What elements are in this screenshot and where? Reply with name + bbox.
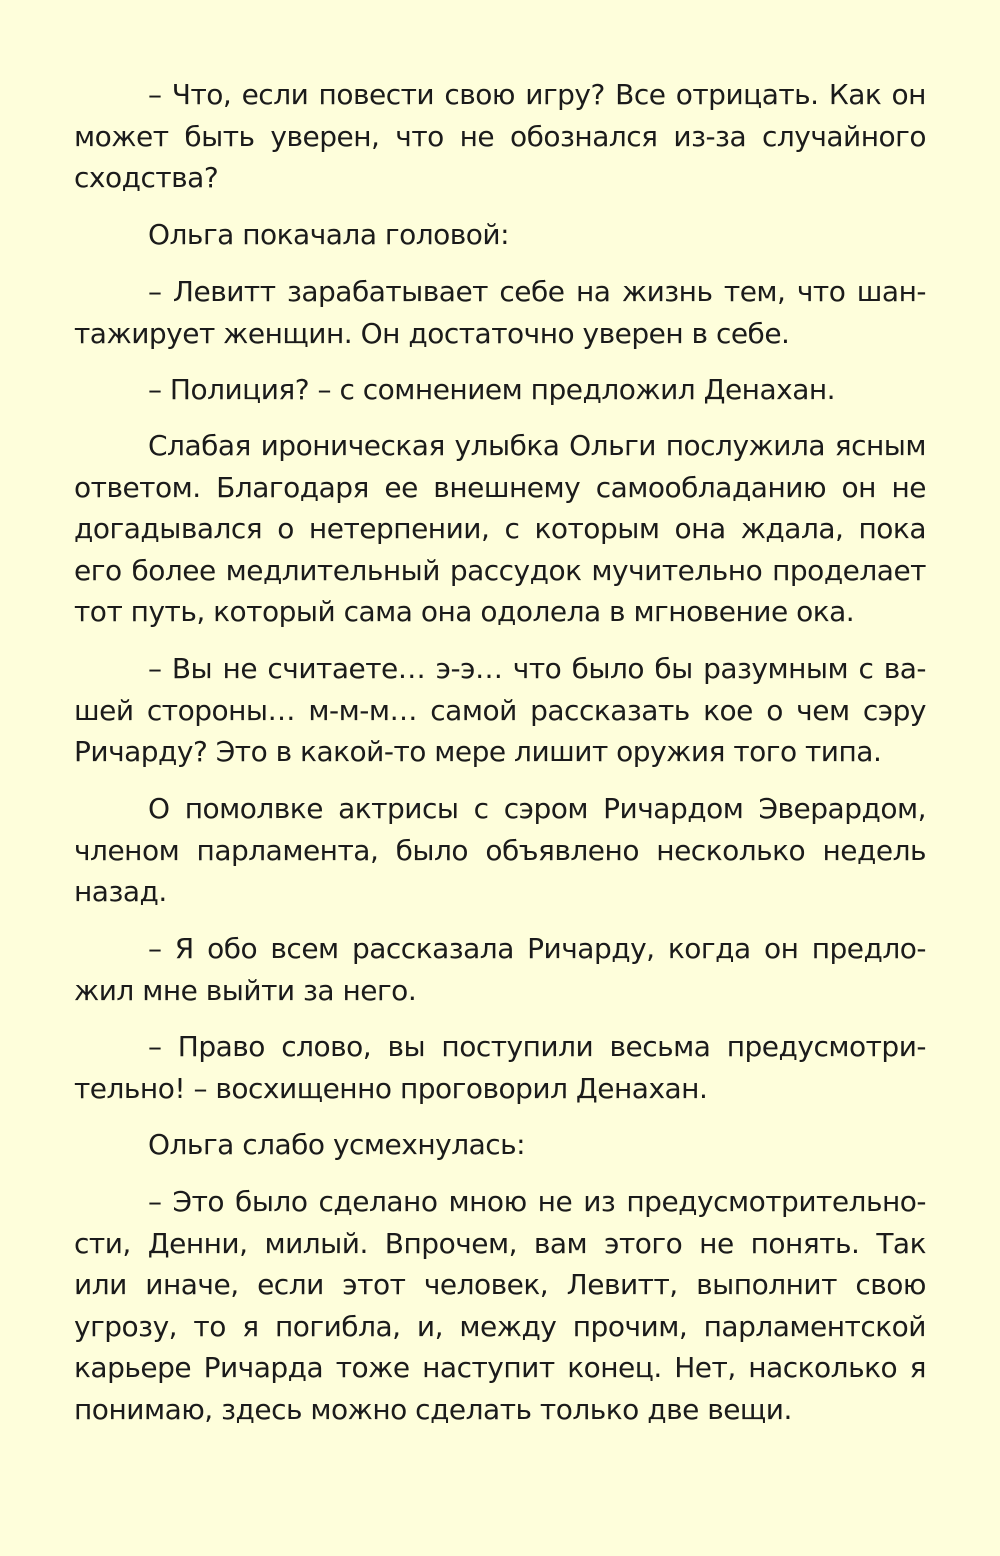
text-line: О помолвке актрисы с сэром Ричардом Эверардом, xyxy=(148,792,926,825)
text-line: понимаю, здесь можно сделать только две вещи. xyxy=(74,1392,792,1426)
text-line: членом парламента, было объявлено несколько недель xyxy=(74,833,926,867)
text-line: ответом. Благодаря ее внешнему самообладанию он не xyxy=(74,470,926,504)
text-line: сходства? xyxy=(74,161,219,194)
paragraph-7 xyxy=(74,788,926,913)
paragraph-9 xyxy=(74,1026,926,1109)
paragraph-6 xyxy=(74,648,926,773)
text-line: тот путь, который сама она одолела в мгновение ока. xyxy=(74,595,855,628)
text-line: тельно! – восхищенно проговорил Денахан. xyxy=(74,1071,708,1105)
text-line: сти, Денни, милый. Впрочем, вам этого не понять. Так xyxy=(74,1226,926,1260)
text-line: карьере Ричарда тоже наступит конец. Нет, насколько я xyxy=(74,1351,926,1384)
text-line: жил мне выйти за него. xyxy=(74,973,417,1007)
text-line: догадывался о нетерпении, с которым она ждала, пока xyxy=(74,512,926,545)
text-line: тажирует женщин. Он достаточно уверен в себе. xyxy=(74,316,790,350)
paragraph-5 xyxy=(74,425,926,633)
paragraph-2 xyxy=(74,214,926,256)
text-line: угрозу, то я погибла, и, между прочим, парламентской xyxy=(74,1309,926,1343)
text-line: – Левитт зарабатывает себе на жизнь тем, что шан- xyxy=(148,275,926,308)
text-line: – Это было сделано мною не из предусмотрительно- xyxy=(148,1185,926,1218)
paragraph-10 xyxy=(74,1124,926,1166)
text-line: – Что, если повести свою игру? Все отрицать. Как он xyxy=(148,78,926,111)
paragraph-3 xyxy=(74,271,926,354)
paragraph-4 xyxy=(74,369,926,411)
text-line: шей стороны… м-м-м… самой рассказать кое о чем сэру xyxy=(74,693,926,727)
text-line: Ричарду? Это в какой-то мере лишит оружия того типа. xyxy=(74,735,882,768)
text-line: – Я обо всем рассказала Ричарду, когда он предло- xyxy=(148,932,926,965)
paragraph-1 xyxy=(74,74,926,199)
text-line: – Право слово, вы поступили весьма предусмотри- xyxy=(148,1030,926,1063)
text-line: Ольга слабо усмехнулась: xyxy=(148,1128,526,1161)
paragraph-8 xyxy=(74,928,926,1011)
text-line: назад. xyxy=(74,875,167,908)
text-line: его более медлительный рассудок мучительно проделает xyxy=(74,553,926,587)
text-line: Ольга покачала головой: xyxy=(148,218,510,251)
text-line: может быть уверен, что не обознался из-за случайного xyxy=(74,119,926,153)
text-line: или иначе, если этот человек, Левитт, выполнит свою xyxy=(74,1268,926,1301)
paragraph-11 xyxy=(74,1181,926,1430)
text-line: – Полиция? – с сомнением предложил Денахан. xyxy=(148,373,836,406)
text-line: – Вы не считаете… э-э… что было бы разумным с ва- xyxy=(148,652,926,685)
text-line: Слабая ироническая улыбка Ольги послужила ясным xyxy=(148,429,926,462)
